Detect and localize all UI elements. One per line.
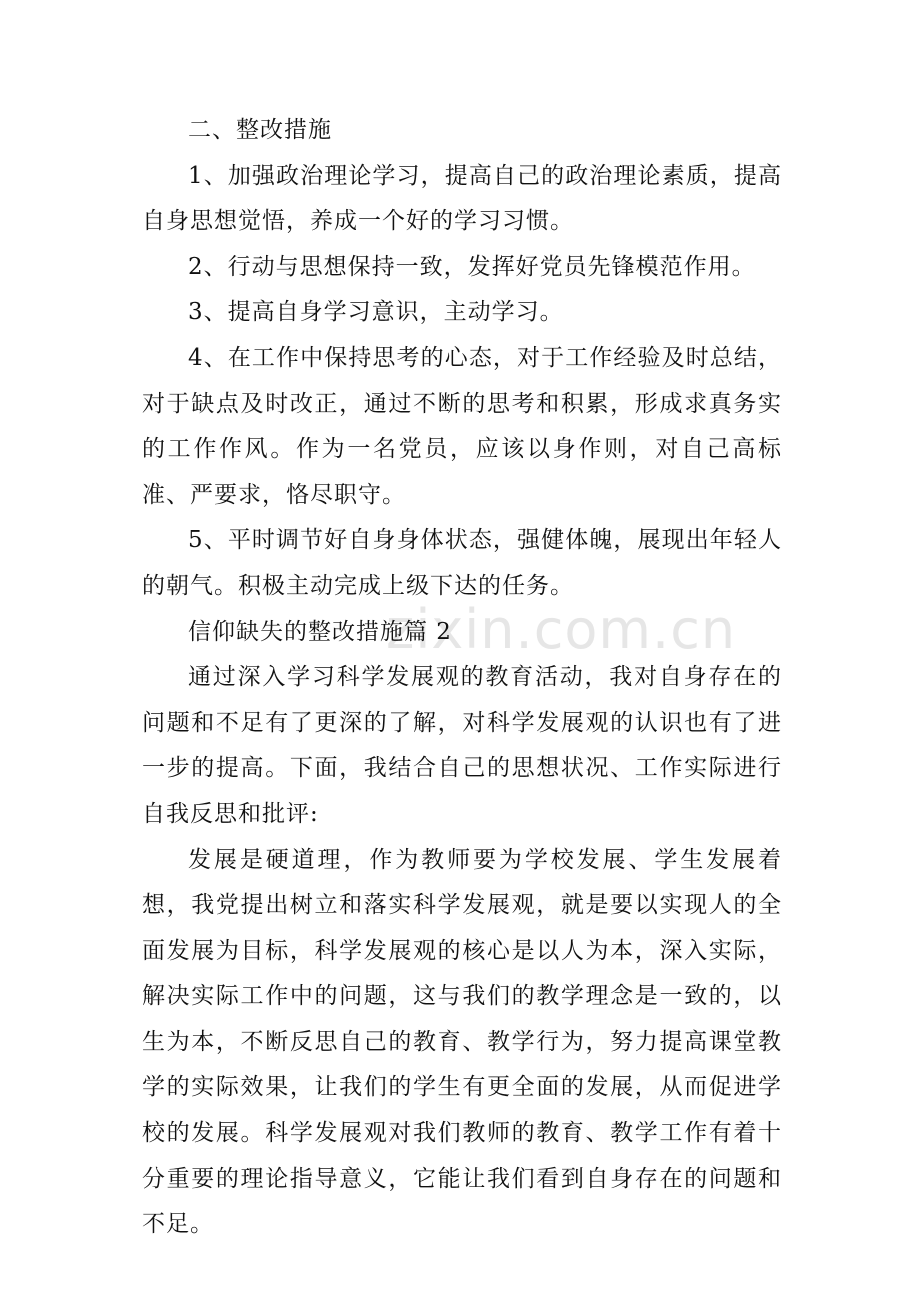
- article-subtitle: 信仰缺失的整改措施篇 2: [188, 618, 452, 645]
- paragraph: 2、行动与思想保持一致，发挥好党员先锋模范作用。: [188, 253, 756, 280]
- paragraph: 通过深入学习科学发展观的教育活动，我对自身存在的问题和不足有了更深的了解，对科学发展观的认识也有了进一步的提高。下面，我结合自己的思想状况、工作实际进行自我反思和批评:: [142, 664, 782, 827]
- paragraph: 1、加强政治理论学习，提高自己的政治理论素质，提高自身思想觉悟，养成一个好的学习习惯。: [142, 162, 782, 235]
- document-body: [142, 108, 782, 1248]
- watermark: zixin.com.cn: [386, 598, 737, 661]
- section-heading: 二、整改措施: [188, 117, 332, 143]
- paragraph: 4、在工作中保持思考的心态，对于工作经验及时总结，对于缺点及时改正，通过不断的思考和积累，形成求真务实的工作作风。作为一名党员，应该以身作则，对自己高标准、严要求，恪尽职守。: [142, 344, 782, 508]
- paragraph: 3、提高自身学习意识，主动学习。: [188, 299, 564, 326]
- paragraph: 5、平时调节好自身身体状态，强健体魄，展现出年轻人的朝气。积极主动完成上级下达的任务。: [142, 527, 782, 599]
- paragraph: 发展是硬道理，作为教师要为学校发展、学生发展着想，我党提出树立和落实科学发展观，就是要以实现人的全面发展为目标，科学发展观的核心是以人为本，深入实际，解决实际工作中的问题，这与我们的教学理念是一致的，以生为本，不断反思自己的教育、教学行为，努力提高课堂教学的实际效果，让我们的学生有更全面的发展，从而促进学校的发展。科学发展观对我们教师的教育、教学工作有着十分重要的理论指导意义，它能让我们看到自身存在的问题和不足。: [142, 846, 782, 1238]
